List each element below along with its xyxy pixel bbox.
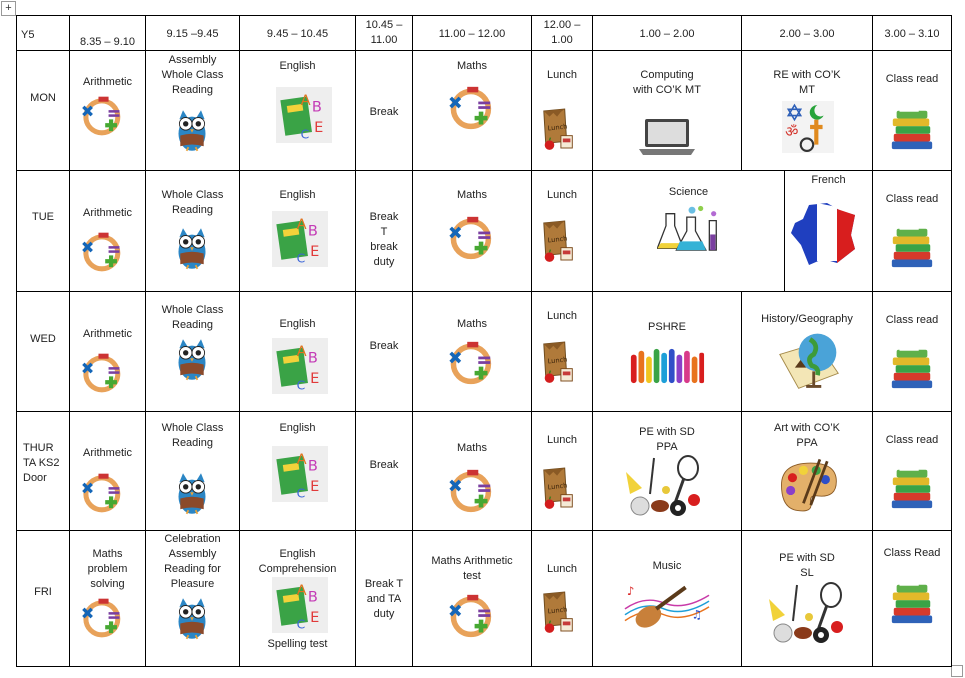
lunch-cell [531,530,593,667]
lesson-cell [145,291,240,412]
lesson-label: Break T break duty [369,211,399,268]
table-move-handle[interactable]: + [1,1,16,16]
lesson-cell [412,411,532,531]
break-cell [355,411,413,531]
lesson-cell [69,50,146,171]
lesson-label: Maths [457,60,487,72]
lesson-cell [592,50,742,171]
maths-symbols-icon [80,472,122,514]
owl-reading-icon [174,107,210,155]
year-label: Y5 [21,29,35,41]
lesson-label: English [279,422,316,434]
day-label: MON [30,92,56,104]
lesson-label: Maths Arithmetic test [431,555,513,582]
lunch-bag-icon [540,338,578,386]
lesson-label: Lunch [547,310,577,322]
lesson-label: Science [668,186,709,198]
day-cell-tue [16,170,70,292]
science-flasks-icon [657,205,727,257]
book-stack-icon [887,579,937,627]
maths-symbols-icon [80,95,122,137]
lesson-label: RE with CO’K MT [773,69,841,96]
maths-symbols-icon [80,231,122,273]
day-cell-thu [16,411,70,531]
lesson-cell [145,530,240,667]
lesson-label: Break T and TA duty [364,578,404,620]
header-time-cell [531,15,593,51]
lesson-cell [872,411,952,531]
english-book-icon [272,446,328,502]
owl-reading-icon [174,336,210,384]
lesson-cell [412,170,532,292]
lesson-cell [741,411,873,531]
owl-reading-icon [174,595,210,643]
lesson-label: Whole Class Reading [161,189,224,216]
lesson-label: Break [369,340,399,352]
lesson-label: Music [652,560,682,572]
lesson-cell [69,291,146,412]
lesson-label: Class read [885,314,939,326]
book-stack-icon [887,105,937,153]
lesson-cell [412,50,532,171]
book-stack-icon [887,344,937,392]
lesson-label: Break [369,106,399,118]
time-label: 10.45 – 11.00 [365,19,403,46]
lesson-label: Class Read [883,547,941,559]
day-label: WED [30,333,56,345]
lesson-label: Maths [457,318,487,330]
paint-palette-icon [776,454,840,516]
lesson-label: Lunch [547,189,577,201]
lunch-bag-icon [540,587,578,637]
time-label: 12.00 – 1.00 [543,19,581,46]
lesson-cell [412,530,532,667]
english-book-icon [272,211,328,267]
maths-symbols-icon [447,85,493,131]
header-time-cell [741,15,873,51]
lesson-label: Maths [457,189,487,201]
header-time-cell [355,15,413,51]
book-stack-icon [887,464,937,512]
break-cell [355,50,413,171]
lesson-cell [592,411,742,531]
lesson-cell [69,530,146,667]
maths-symbols-icon [80,597,122,639]
owl-reading-icon [174,470,210,518]
lunch-cell [531,50,593,171]
english-book-icon [276,87,332,143]
header-time-cell [592,15,742,51]
break-cell [355,530,413,667]
lesson-label: English Comprehension [258,548,337,575]
lesson-label: English [279,60,316,72]
lesson-cell [592,170,785,292]
lesson-label: Assembly Whole Class Reading [161,54,224,96]
lesson-cell [741,50,873,171]
time-label: 3.00 – 3.10 [884,28,940,40]
lesson-label: PE with SD PPA [639,426,695,453]
lesson-cell [741,530,873,667]
day-cell-mon [16,50,70,171]
lesson-cell [872,530,952,667]
maths-symbols-icon [447,593,493,639]
break-cell [355,291,413,412]
time-label: 2.00 – 3.00 [779,28,835,40]
raised-hands-icon [629,346,705,386]
lesson-cell [239,170,356,292]
lesson-label: Whole Class Reading [161,304,224,331]
lesson-label: French [811,174,846,186]
lesson-cell [872,291,952,412]
lesson-cell [69,170,146,292]
lunch-cell [531,291,593,412]
lesson-cell [592,291,742,412]
sports-equipment-icon [619,454,711,520]
lesson-label: Arithmetic [83,328,132,340]
lunch-cell [531,411,593,531]
lesson-label: Maths problem solving [87,548,128,590]
lesson-label: Lunch [547,434,577,446]
day-cell-fri [16,530,70,667]
lesson-cell [69,411,146,531]
maths-symbols-icon [447,340,493,386]
time-label: 9.45 – 10.45 [266,28,329,40]
lesson-cell [741,291,873,412]
lesson-cell [145,411,240,531]
header-time-cell [69,15,146,51]
laptop-icon [635,117,699,157]
lesson-cell [784,170,873,292]
lesson-label: PSHRE [648,321,686,333]
time-label: 11.00 – 12.00 [438,28,506,40]
lesson-label: Arithmetic [83,207,132,219]
time-label: 8.35 – 9.10 [79,36,136,48]
lesson-label: PE with SD SL [779,552,835,579]
lesson-cell [872,50,952,171]
lesson-label: Computing with CO’K MT [633,69,701,96]
lesson-label: Class read [885,73,939,85]
time-label: 1.00 – 2.00 [639,28,695,40]
book-stack-icon [887,223,937,271]
lesson-cell [145,50,240,171]
guitar-music-icon [623,577,711,631]
header-time-cell [145,15,240,51]
header-year-cell [16,15,70,51]
owl-reading-icon [174,225,210,273]
lesson-cell [239,530,356,667]
lesson-label: Art with CO’K PPA [773,422,840,449]
lunch-cell [531,170,593,292]
lesson-cell [239,411,356,531]
day-label: THUR TA KS2 Door [23,442,60,484]
lunch-bag-icon [540,217,578,265]
lesson-label: English [279,318,316,330]
lesson-label: Lunch [547,563,577,575]
day-label: TUE [32,211,54,223]
table-resize-handle[interactable] [951,665,963,677]
globe-map-icon [776,328,842,394]
lunch-bag-icon [540,464,578,512]
france-map-icon [789,201,859,267]
sports-equipment-icon [762,581,854,647]
lunch-bag-icon [540,105,578,153]
lesson-label: English [279,189,316,201]
lesson-cell [239,50,356,171]
day-cell-wed [16,291,70,412]
lesson-sublabel: Spelling test [267,638,328,650]
lesson-label: Class read [885,434,939,446]
header-time-cell [872,15,952,51]
lesson-cell [592,530,742,667]
lesson-label: Class read [885,193,939,205]
lesson-label: History/Geography [761,313,853,325]
lesson-label: Maths [457,442,487,454]
maths-symbols-icon [447,215,493,261]
lesson-label: Whole Class Reading [161,422,224,449]
religious-symbols-icon [782,97,834,157]
maths-symbols-icon [80,352,122,394]
break-cell [355,170,413,292]
lesson-cell [872,170,952,292]
lesson-cell [412,291,532,412]
lesson-label: Arithmetic [83,447,132,459]
lesson-cell [239,291,356,412]
lesson-label: Break [369,459,399,471]
lesson-cell [145,170,240,292]
header-time-cell [412,15,532,51]
maths-symbols-icon [447,468,493,514]
day-label: FRI [34,586,52,598]
english-book-icon [272,577,328,633]
header-time-cell [239,15,356,51]
english-book-icon [272,338,328,394]
lesson-label: Lunch [547,69,577,81]
lesson-label: Arithmetic [83,76,132,88]
time-label: 9.15 –9.45 [166,28,219,40]
lesson-label: Celebration Assembly Reading for Pleasure [164,533,221,590]
